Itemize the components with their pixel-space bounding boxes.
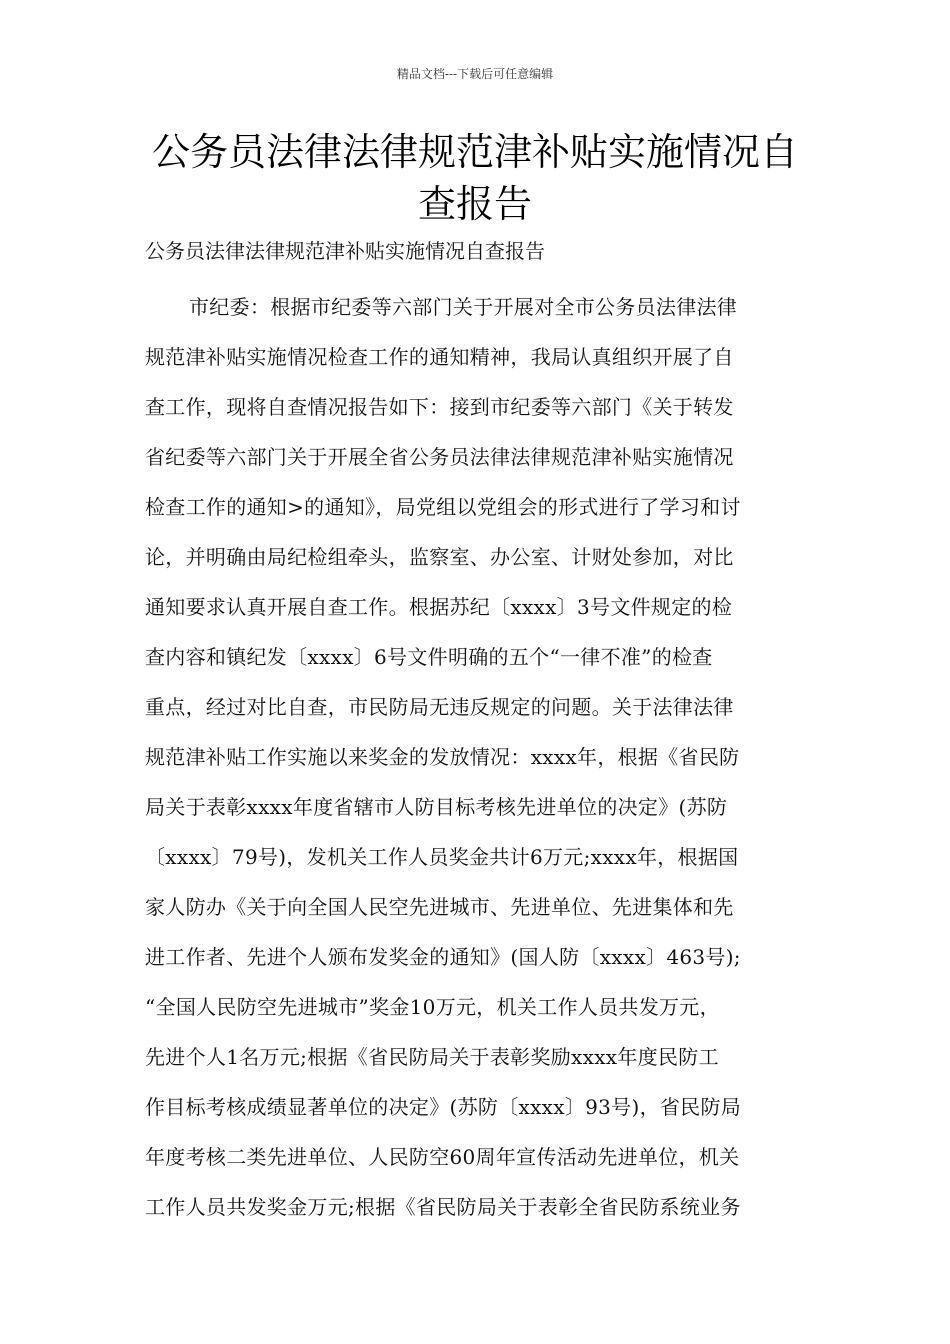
header-note: 精品文档---下载后可任意编辑	[396, 67, 554, 81]
body-line: 查工作，现将自查情况报告如下：接到市纪委等六部门《关于转发	[145, 395, 734, 419]
body-line: 检查工作的通知>的通知》，局党组以党组会的形式进行了学习和讨	[145, 495, 741, 519]
document-subtitle: 公务员法律法律规范津补贴实施情况自查报告	[145, 239, 545, 263]
body-line: 市纪委：根据市纪委等六部门关于开展对全市公务员法律法律	[189, 295, 738, 319]
document-body	[145, 282, 810, 1232]
body-line: 先进个人1名万元;根据《省民防局关于表彰奖励xxxx年度民防工	[145, 1045, 719, 1069]
body-line: 局关于表彰xxxx年度省辖市人防目标考核先进单位的决定》(苏防	[145, 795, 728, 819]
body-line: 规范津补贴工作实施以来奖金的发放情况：xxxx年，根据《省民防	[145, 745, 740, 769]
body-line: 作目标考核成绩显著单位的决定》(苏防〔xxxx〕93号)，省民防局	[145, 1095, 742, 1119]
body-line: 重点，经过对比自查，市民防局无违反规定的问题。关于法律法律	[145, 695, 734, 719]
body-line: “全国人民防空先进城市”奖金10万元，机关工作人员共发万元，	[145, 995, 720, 1019]
body-line: 查内容和镇纪发〔xxxx〕6号文件明确的五个“一律不准”的检查	[145, 645, 713, 669]
title-line-1: 公务员法律法律规范津补贴实施情况自	[151, 130, 798, 174]
body-line: 规范津补贴实施情况检查工作的通知精神，我局认真组织开展了自	[145, 345, 734, 369]
body-line: 工作人员共发奖金万元;根据《省民防局关于表彰全省民防系统业务	[145, 1195, 741, 1219]
body-line: 论，并明确由局纪检组牵头，监察室、办公室、计财处参加，对比	[145, 545, 734, 569]
body-line: 进工作者、先进个人颁布发奖金的通知》(国人防〔xxxx〕463号);	[145, 945, 741, 969]
document-title	[140, 126, 810, 230]
title-line-2: 查报告	[417, 182, 532, 226]
body-line: 家人防办《关于向全国人民空先进城市、先进单位、先进集体和先	[145, 895, 734, 919]
body-line: 省纪委等六部门关于开展全省公务员法律法律规范津补贴实施情况	[145, 445, 734, 469]
body-line: 通知要求认真开展自查工作。根据苏纪〔xxxx〕3号文件规定的检	[145, 595, 733, 619]
body-line: 〔xxxx〕79号)，发机关工作人员奖金共计6万元;xxxx年，根据国	[145, 845, 739, 869]
body-line: 年度考核二类先进单位、人民防空60周年宣传活动先进单位，机关	[145, 1145, 740, 1169]
